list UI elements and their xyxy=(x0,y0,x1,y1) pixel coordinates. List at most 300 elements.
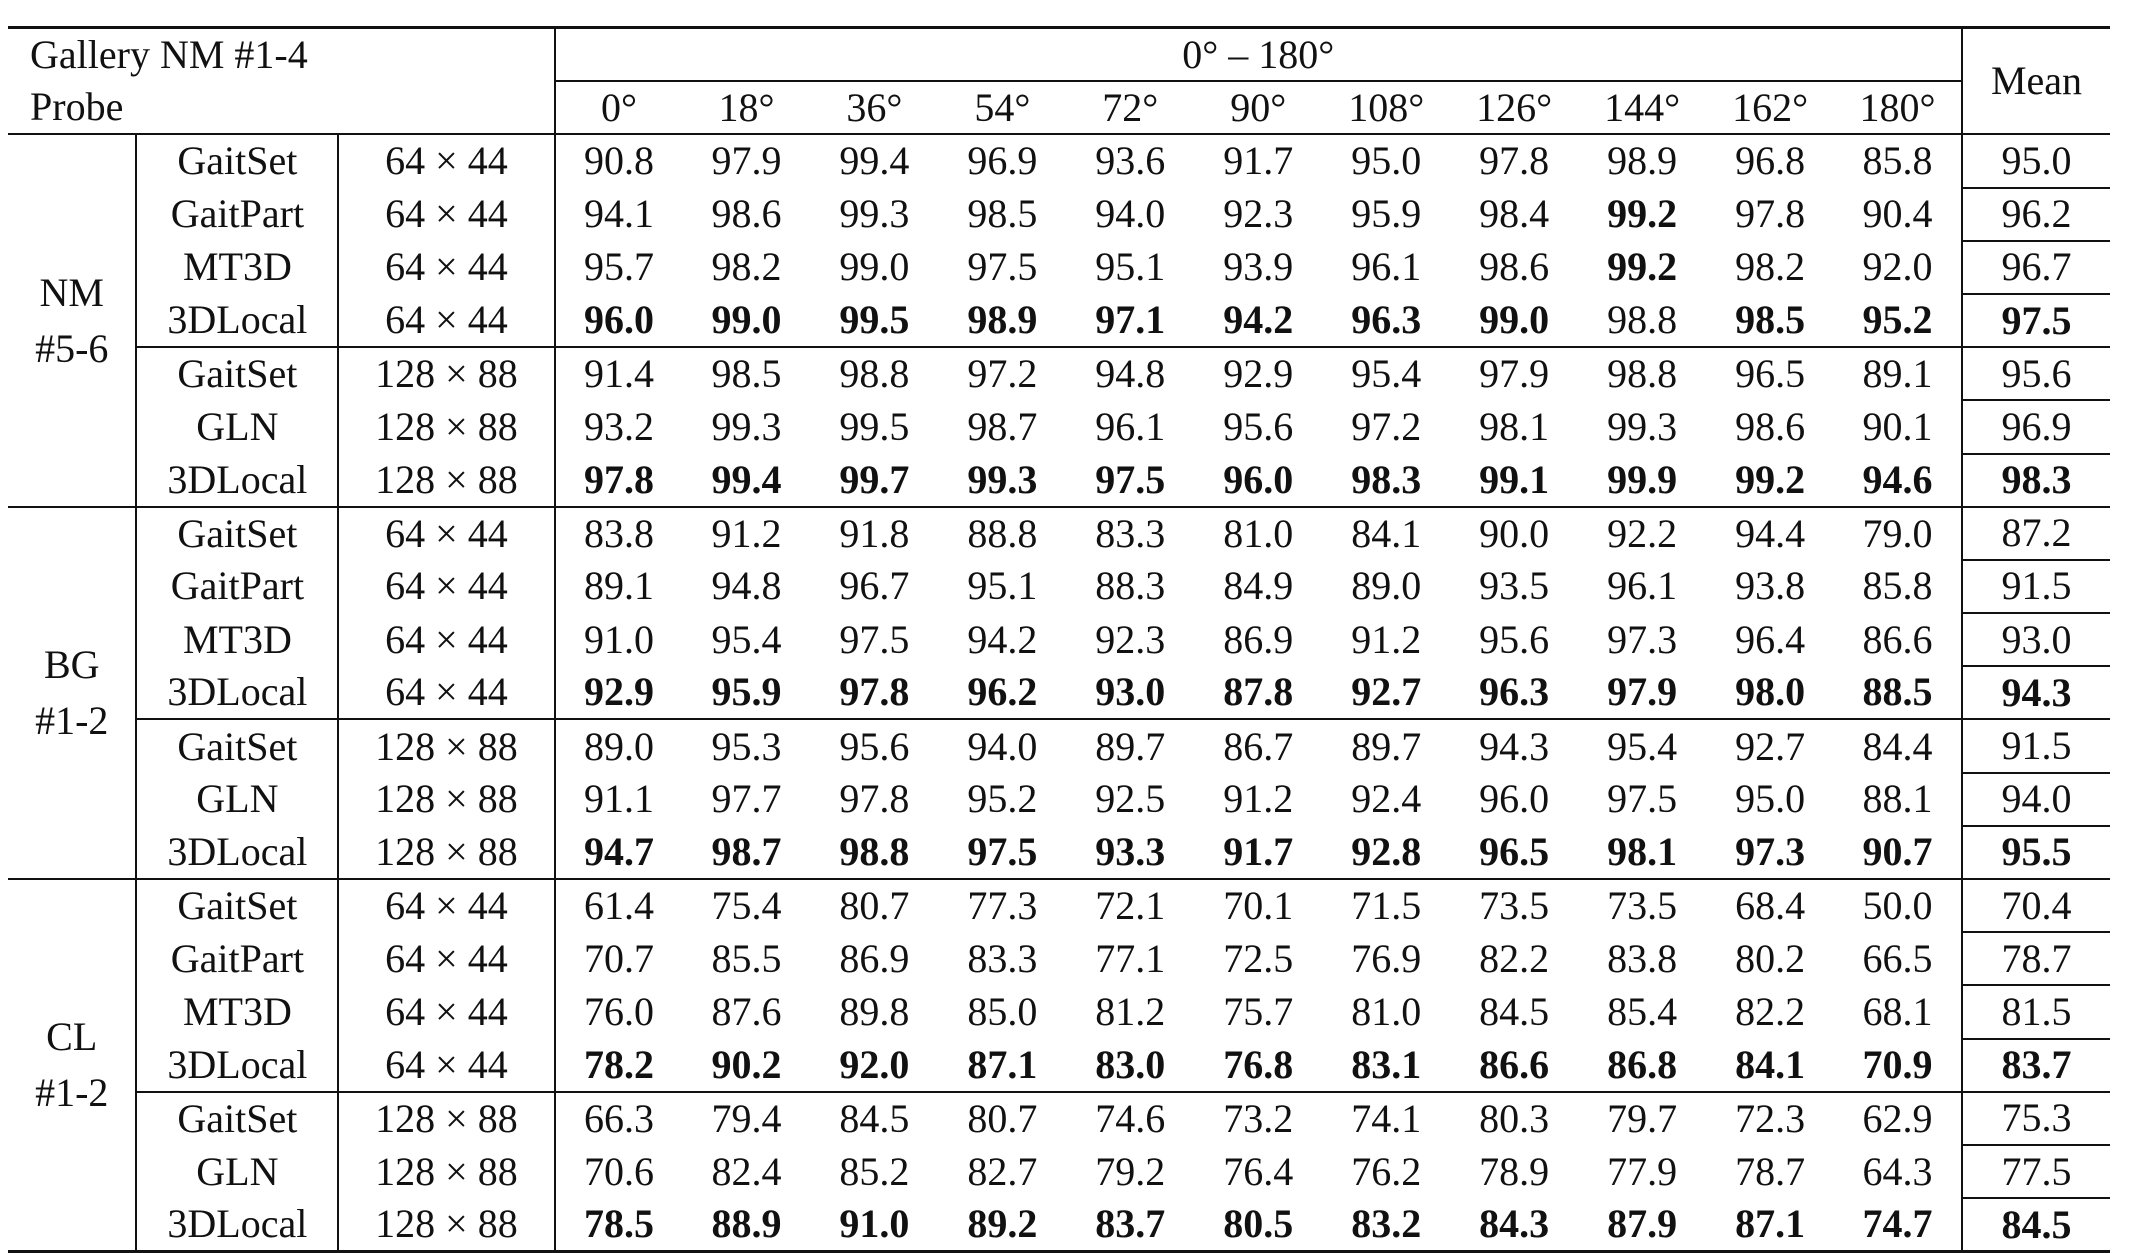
accuracy-cell: 89.8 xyxy=(839,988,910,1034)
accuracy-cell: 96.7 xyxy=(839,563,910,609)
accuracy-cell: 97.9 xyxy=(1607,669,1678,715)
probe-group-name: NM xyxy=(39,269,104,315)
resolution-cell: 128 × 88 xyxy=(338,347,554,400)
accuracy-cell: 93.6 xyxy=(1095,138,1166,184)
accuracy-cell: 70.9 xyxy=(1834,1039,1962,1092)
accuracy-cell: 86.8 xyxy=(1607,1041,1678,1087)
angle-header: 0° xyxy=(555,81,683,134)
table-row xyxy=(8,1092,2110,1145)
angle-range-header: 0° – 180° xyxy=(555,28,1962,82)
probe-group-name: BG xyxy=(43,641,100,687)
accuracy-cell: 96.1 xyxy=(1607,563,1678,609)
accuracy-cell: 83.7 xyxy=(1095,1201,1166,1247)
accuracy-cell: 78.5 xyxy=(583,1201,654,1247)
table-row xyxy=(8,932,2110,985)
table-row xyxy=(8,347,2110,400)
accuracy-cell: 78.9 xyxy=(1479,1148,1550,1194)
accuracy-cell: 66.3 xyxy=(555,1092,683,1145)
table-body xyxy=(8,134,2110,1251)
accuracy-cell: 92.2 xyxy=(1607,510,1678,556)
accuracy-cell: 84.4 xyxy=(1834,719,1962,772)
accuracy-cell: 94.7 xyxy=(583,828,654,874)
method-cell: GLN xyxy=(136,1145,338,1198)
accuracy-cell: 98.5 xyxy=(967,191,1038,237)
accuracy-cell: 84.9 xyxy=(1223,563,1294,609)
accuracy-cell: 99.4 xyxy=(839,138,910,184)
accuracy-cell: 99.2 xyxy=(1735,456,1806,502)
method-cell: GaitSet xyxy=(136,879,338,932)
accuracy-cell: 81.2 xyxy=(1095,988,1166,1034)
mean-cell: 84.5 xyxy=(1962,1198,2110,1252)
resolution-cell: 64 × 44 xyxy=(338,134,554,187)
accuracy-cell: 83.2 xyxy=(1351,1201,1422,1247)
mean-cell: 81.5 xyxy=(1962,985,2110,1038)
accuracy-cell: 86.7 xyxy=(1194,719,1322,772)
accuracy-cell: 88.5 xyxy=(1834,666,1962,719)
probe-group-subset: #1-2 xyxy=(35,1070,109,1116)
accuracy-cell: 89.0 xyxy=(555,719,683,772)
accuracy-cell: 91.2 xyxy=(1223,776,1294,822)
accuracy-cell: 91.4 xyxy=(555,347,683,400)
accuracy-cell: 80.3 xyxy=(1450,1092,1578,1145)
accuracy-cell: 87.1 xyxy=(967,1041,1038,1087)
accuracy-cell: 83.1 xyxy=(1351,1041,1422,1087)
method-cell: 3DLocal xyxy=(136,294,338,347)
accuracy-cell: 96.5 xyxy=(1479,828,1550,874)
angle-header: 162° xyxy=(1706,81,1834,134)
accuracy-cell: 95.0 xyxy=(1735,776,1806,822)
accuracy-cell: 89.2 xyxy=(967,1201,1038,1247)
accuracy-cell: 93.3 xyxy=(1095,828,1166,874)
accuracy-cell: 70.7 xyxy=(583,935,654,981)
accuracy-cell: 97.8 xyxy=(583,456,654,502)
accuracy-cell: 78.2 xyxy=(583,1041,654,1087)
accuracy-cell: 84.1 xyxy=(1735,1041,1806,1087)
accuracy-cell: 94.0 xyxy=(938,719,1066,772)
accuracy-cell: 80.7 xyxy=(938,1092,1066,1145)
resolution-cell: 64 × 44 xyxy=(338,507,554,560)
accuracy-cell: 92.9 xyxy=(583,669,654,715)
resolution-cell: 64 × 44 xyxy=(338,613,554,666)
accuracy-cell: 72.5 xyxy=(1223,935,1294,981)
accuracy-cell: 92.7 xyxy=(1706,719,1834,772)
accuracy-cell: 98.1 xyxy=(1607,828,1678,874)
resolution-cell: 64 × 44 xyxy=(338,294,554,347)
accuracy-cell: 98.8 xyxy=(810,347,938,400)
accuracy-cell: 90.2 xyxy=(711,1041,782,1087)
accuracy-cell: 95.1 xyxy=(1095,244,1166,290)
resolution-cell: 128 × 88 xyxy=(338,454,554,507)
accuracy-cell: 75.7 xyxy=(1223,988,1294,1034)
accuracy-cell: 64.3 xyxy=(1834,1145,1962,1198)
accuracy-cell: 95.0 xyxy=(1351,138,1422,184)
gallery-header: Gallery NM #1-4 xyxy=(8,28,555,82)
probe-group-label xyxy=(8,134,136,506)
accuracy-cell: 91.8 xyxy=(839,510,910,556)
accuracy-cell: 97.3 xyxy=(1735,828,1806,874)
accuracy-cell: 81.0 xyxy=(1223,510,1294,556)
accuracy-cell: 90.4 xyxy=(1834,188,1962,241)
accuracy-cell: 89.7 xyxy=(1066,719,1194,772)
accuracy-cell: 95.6 xyxy=(1223,403,1294,449)
method-cell: 3DLocal xyxy=(136,826,338,879)
accuracy-cell: 87.8 xyxy=(1223,669,1294,715)
method-cell: 3DLocal xyxy=(136,1198,338,1252)
angle-header: 72° xyxy=(1066,81,1194,134)
accuracy-cell: 89.0 xyxy=(1351,563,1422,609)
accuracy-cell: 97.5 xyxy=(1095,456,1166,502)
table-row xyxy=(8,879,2110,932)
accuracy-cell: 99.3 xyxy=(967,456,1038,502)
accuracy-cell: 95.2 xyxy=(1834,294,1962,347)
resolution-cell: 128 × 88 xyxy=(338,400,554,453)
table-row xyxy=(8,773,2110,826)
accuracy-cell: 97.8 xyxy=(1735,191,1806,237)
accuracy-cell: 99.7 xyxy=(839,456,910,502)
accuracy-cell: 98.9 xyxy=(1607,138,1678,184)
accuracy-cell: 84.1 xyxy=(1351,510,1422,556)
angle-header: 90° xyxy=(1194,81,1322,134)
accuracy-cell: 92.8 xyxy=(1351,828,1422,874)
accuracy-cell: 94.2 xyxy=(967,616,1038,662)
mean-cell: 94.0 xyxy=(1962,773,2110,826)
accuracy-cell: 84.5 xyxy=(810,1092,938,1145)
resolution-cell: 128 × 88 xyxy=(338,1092,554,1145)
accuracy-cell: 96.1 xyxy=(1351,244,1422,290)
mean-cell: 96.9 xyxy=(1962,400,2110,453)
method-cell: 3DLocal xyxy=(136,1039,338,1092)
accuracy-cell: 91.2 xyxy=(711,510,782,556)
accuracy-cell: 97.5 xyxy=(967,828,1038,874)
accuracy-cell: 95.6 xyxy=(810,719,938,772)
accuracy-cell: 99.0 xyxy=(1479,297,1550,343)
accuracy-cell: 91.0 xyxy=(583,616,654,662)
mean-cell: 97.5 xyxy=(1962,294,2110,347)
resolution-cell: 128 × 88 xyxy=(338,773,554,826)
accuracy-cell: 92.3 xyxy=(1223,191,1294,237)
accuracy-cell: 95.6 xyxy=(1479,616,1550,662)
accuracy-cell: 79.4 xyxy=(682,1092,810,1145)
accuracy-cell: 95.1 xyxy=(967,563,1038,609)
angle-header: 18° xyxy=(682,81,810,134)
accuracy-cell: 94.0 xyxy=(1095,191,1166,237)
accuracy-cell: 88.8 xyxy=(967,510,1038,556)
accuracy-cell: 93.2 xyxy=(583,403,654,449)
method-cell: GLN xyxy=(136,773,338,826)
table-row xyxy=(8,719,2110,772)
accuracy-cell: 99.0 xyxy=(711,297,782,343)
accuracy-cell: 92.0 xyxy=(1834,241,1962,294)
accuracy-cell: 96.1 xyxy=(1095,403,1166,449)
accuracy-cell: 82.2 xyxy=(1479,935,1550,981)
method-cell: GaitPart xyxy=(136,932,338,985)
method-cell: GaitPart xyxy=(136,560,338,613)
accuracy-cell: 83.8 xyxy=(583,510,654,556)
accuracy-cell: 73.2 xyxy=(1194,1092,1322,1145)
accuracy-cell: 97.8 xyxy=(1479,138,1550,184)
accuracy-cell: 95.4 xyxy=(1322,347,1450,400)
results-table xyxy=(8,26,2110,1253)
accuracy-cell: 86.9 xyxy=(839,935,910,981)
accuracy-cell: 98.8 xyxy=(839,828,910,874)
accuracy-cell: 90.7 xyxy=(1834,826,1962,879)
accuracy-cell: 89.1 xyxy=(583,563,654,609)
table-row xyxy=(8,400,2110,453)
accuracy-cell: 99.3 xyxy=(839,191,910,237)
accuracy-cell: 92.9 xyxy=(1194,347,1322,400)
accuracy-cell: 97.3 xyxy=(1607,616,1678,662)
accuracy-cell: 94.4 xyxy=(1735,510,1806,556)
resolution-cell: 128 × 88 xyxy=(338,826,554,879)
method-cell: GLN xyxy=(136,400,338,453)
table-row xyxy=(8,241,2110,294)
accuracy-cell: 97.7 xyxy=(711,776,782,822)
resolution-cell: 128 × 88 xyxy=(338,1145,554,1198)
accuracy-cell: 89.7 xyxy=(1322,719,1450,772)
accuracy-cell: 99.2 xyxy=(1607,244,1678,290)
mean-cell: 91.5 xyxy=(1962,560,2110,613)
accuracy-cell: 85.0 xyxy=(967,988,1038,1034)
accuracy-cell: 91.7 xyxy=(1223,138,1294,184)
mean-cell: 83.7 xyxy=(1962,1039,2110,1092)
accuracy-cell: 92.7 xyxy=(1351,669,1422,715)
method-cell: GaitSet xyxy=(136,1092,338,1145)
resolution-cell: 64 × 44 xyxy=(338,560,554,613)
accuracy-cell: 79.0 xyxy=(1834,507,1962,560)
accuracy-cell: 72.3 xyxy=(1706,1092,1834,1145)
mean-cell: 93.0 xyxy=(1962,613,2110,666)
accuracy-cell: 96.5 xyxy=(1706,347,1834,400)
accuracy-cell: 77.9 xyxy=(1607,1148,1678,1194)
angle-header: 126° xyxy=(1450,81,1578,134)
accuracy-cell: 93.5 xyxy=(1479,563,1550,609)
accuracy-cell: 96.3 xyxy=(1479,669,1550,715)
accuracy-cell: 83.3 xyxy=(1095,510,1166,556)
table-row xyxy=(8,666,2110,719)
accuracy-cell: 91.7 xyxy=(1223,828,1294,874)
accuracy-cell: 79.2 xyxy=(1095,1148,1166,1194)
resolution-cell: 64 × 44 xyxy=(338,1039,554,1092)
accuracy-cell: 95.2 xyxy=(967,776,1038,822)
accuracy-cell: 95.3 xyxy=(682,719,810,772)
accuracy-cell: 97.2 xyxy=(938,347,1066,400)
accuracy-cell: 82.7 xyxy=(967,1148,1038,1194)
accuracy-cell: 97.5 xyxy=(839,616,910,662)
table-row xyxy=(8,613,2110,666)
accuracy-cell: 83.8 xyxy=(1607,935,1678,981)
accuracy-cell: 97.9 xyxy=(711,138,782,184)
probe-header: Probe xyxy=(8,81,555,134)
mean-cell: 75.3 xyxy=(1962,1092,2110,1145)
accuracy-cell: 98.6 xyxy=(1735,403,1806,449)
accuracy-cell: 89.1 xyxy=(1834,347,1962,400)
method-cell: MT3D xyxy=(136,985,338,1038)
accuracy-cell: 72.1 xyxy=(1095,883,1166,929)
accuracy-cell: 86.6 xyxy=(1834,613,1962,666)
accuracy-cell: 98.9 xyxy=(967,297,1038,343)
accuracy-cell: 91.0 xyxy=(839,1201,910,1247)
accuracy-cell: 98.8 xyxy=(1578,347,1706,400)
accuracy-cell: 98.0 xyxy=(1735,669,1806,715)
angle-header: 144° xyxy=(1578,81,1706,134)
accuracy-cell: 99.3 xyxy=(711,403,782,449)
accuracy-cell: 74.7 xyxy=(1834,1198,1962,1252)
accuracy-cell: 92.4 xyxy=(1351,776,1422,822)
accuracy-cell: 96.2 xyxy=(967,669,1038,715)
accuracy-cell: 90.1 xyxy=(1834,400,1962,453)
resolution-cell: 128 × 88 xyxy=(338,719,554,772)
method-cell: 3DLocal xyxy=(136,454,338,507)
accuracy-cell: 93.9 xyxy=(1223,244,1294,290)
accuracy-cell: 77.1 xyxy=(1095,935,1166,981)
accuracy-cell: 85.5 xyxy=(711,935,782,981)
accuracy-cell: 85.2 xyxy=(839,1148,910,1194)
accuracy-cell: 97.8 xyxy=(839,669,910,715)
accuracy-cell: 99.5 xyxy=(839,297,910,343)
table-row xyxy=(8,507,2110,560)
resolution-cell: 128 × 88 xyxy=(338,1198,554,1252)
mean-cell: 96.2 xyxy=(1962,188,2110,241)
method-cell: GaitSet xyxy=(136,507,338,560)
accuracy-cell: 73.5 xyxy=(1479,883,1550,929)
accuracy-cell: 99.1 xyxy=(1479,456,1550,502)
accuracy-cell: 76.0 xyxy=(583,988,654,1034)
mean-cell: 94.3 xyxy=(1962,666,2110,719)
table-row xyxy=(8,294,2110,347)
accuracy-cell: 80.7 xyxy=(839,883,910,929)
mean-cell: 87.2 xyxy=(1962,507,2110,560)
accuracy-cell: 93.8 xyxy=(1735,563,1806,609)
accuracy-cell: 92.3 xyxy=(1095,616,1166,662)
accuracy-cell: 83.3 xyxy=(967,935,1038,981)
accuracy-cell: 96.8 xyxy=(1735,138,1806,184)
table-row xyxy=(8,985,2110,1038)
resolution-cell: 64 × 44 xyxy=(338,879,554,932)
accuracy-cell: 96.0 xyxy=(583,297,654,343)
accuracy-cell: 99.4 xyxy=(711,456,782,502)
resolution-cell: 64 × 44 xyxy=(338,932,554,985)
angle-header: 180° xyxy=(1834,81,1962,134)
accuracy-cell: 76.9 xyxy=(1351,935,1422,981)
probe-group-subset: #5-6 xyxy=(35,325,109,371)
accuracy-cell: 85.4 xyxy=(1607,988,1678,1034)
mean-cell: 98.3 xyxy=(1962,454,2110,507)
accuracy-cell: 79.7 xyxy=(1578,1092,1706,1145)
table-row xyxy=(8,826,2110,879)
resolution-cell: 64 × 44 xyxy=(338,666,554,719)
accuracy-cell: 70.1 xyxy=(1223,883,1294,929)
method-cell: GaitSet xyxy=(136,719,338,772)
accuracy-cell: 82.4 xyxy=(711,1148,782,1194)
accuracy-cell: 88.9 xyxy=(711,1201,782,1247)
table-row xyxy=(8,1145,2110,1198)
accuracy-cell: 73.5 xyxy=(1607,883,1678,929)
accuracy-cell: 75.4 xyxy=(711,883,782,929)
accuracy-cell: 90.8 xyxy=(583,138,654,184)
accuracy-cell: 95.4 xyxy=(711,616,782,662)
probe-group-subset: #1-2 xyxy=(35,697,109,743)
resolution-cell: 64 × 44 xyxy=(338,241,554,294)
accuracy-cell: 87.1 xyxy=(1735,1201,1806,1247)
accuracy-cell: 98.7 xyxy=(967,403,1038,449)
accuracy-cell: 80.5 xyxy=(1223,1201,1294,1247)
accuracy-cell: 98.1 xyxy=(1479,403,1550,449)
accuracy-cell: 97.8 xyxy=(839,776,910,822)
accuracy-cell: 97.5 xyxy=(967,244,1038,290)
accuracy-cell: 80.2 xyxy=(1735,935,1806,981)
accuracy-cell: 93.0 xyxy=(1095,669,1166,715)
accuracy-cell: 76.4 xyxy=(1223,1148,1294,1194)
accuracy-cell: 94.8 xyxy=(711,563,782,609)
accuracy-cell: 99.0 xyxy=(839,244,910,290)
accuracy-cell: 84.3 xyxy=(1479,1201,1550,1247)
resolution-cell: 64 × 44 xyxy=(338,985,554,1038)
accuracy-cell: 88.1 xyxy=(1834,773,1962,826)
accuracy-cell: 91.1 xyxy=(583,776,654,822)
accuracy-cell: 62.9 xyxy=(1834,1092,1962,1145)
angle-header: 36° xyxy=(810,81,938,134)
accuracy-cell: 96.0 xyxy=(1479,776,1550,822)
accuracy-cell: 95.9 xyxy=(1351,191,1422,237)
accuracy-cell: 82.2 xyxy=(1735,988,1806,1034)
accuracy-cell: 71.5 xyxy=(1351,883,1422,929)
accuracy-cell: 98.2 xyxy=(1735,244,1806,290)
mean-cell: 96.7 xyxy=(1962,241,2110,294)
accuracy-cell: 98.5 xyxy=(1735,297,1806,343)
accuracy-cell: 50.0 xyxy=(1834,879,1962,932)
accuracy-cell: 85.8 xyxy=(1834,560,1962,613)
accuracy-cell: 97.5 xyxy=(1607,776,1678,822)
method-cell: MT3D xyxy=(136,241,338,294)
accuracy-cell: 96.0 xyxy=(1223,456,1294,502)
accuracy-cell: 95.7 xyxy=(583,244,654,290)
table-row xyxy=(8,560,2110,613)
table-row xyxy=(8,1198,2110,1252)
accuracy-cell: 99.2 xyxy=(1607,191,1678,237)
accuracy-cell: 74.1 xyxy=(1322,1092,1450,1145)
table-row xyxy=(8,188,2110,241)
mean-cell: 95.6 xyxy=(1962,347,2110,400)
accuracy-cell: 86.6 xyxy=(1479,1041,1550,1087)
accuracy-cell: 70.6 xyxy=(583,1148,654,1194)
accuracy-cell: 98.6 xyxy=(711,191,782,237)
accuracy-cell: 98.3 xyxy=(1351,456,1422,502)
accuracy-cell: 87.9 xyxy=(1607,1201,1678,1247)
accuracy-cell: 78.7 xyxy=(1735,1148,1806,1194)
accuracy-cell: 98.7 xyxy=(711,828,782,874)
accuracy-cell: 98.8 xyxy=(1607,297,1678,343)
mean-cell: 95.0 xyxy=(1962,134,2110,187)
accuracy-cell: 94.3 xyxy=(1450,719,1578,772)
probe-group-name: CL xyxy=(46,1014,98,1060)
accuracy-cell: 85.8 xyxy=(1834,134,1962,187)
accuracy-cell: 66.5 xyxy=(1834,932,1962,985)
accuracy-cell: 98.2 xyxy=(711,244,782,290)
accuracy-cell: 99.3 xyxy=(1607,403,1678,449)
accuracy-cell: 87.6 xyxy=(711,988,782,1034)
table-header xyxy=(8,28,2110,135)
accuracy-cell: 74.6 xyxy=(1066,1092,1194,1145)
probe-group-label xyxy=(8,879,136,1252)
accuracy-cell: 97.2 xyxy=(1351,403,1422,449)
accuracy-cell: 99.5 xyxy=(839,403,910,449)
accuracy-cell: 68.1 xyxy=(1834,985,1962,1038)
mean-cell: 78.7 xyxy=(1962,932,2110,985)
accuracy-cell: 92.0 xyxy=(839,1041,910,1087)
mean-cell: 95.5 xyxy=(1962,826,2110,879)
accuracy-cell: 96.3 xyxy=(1351,297,1422,343)
accuracy-cell: 92.5 xyxy=(1095,776,1166,822)
